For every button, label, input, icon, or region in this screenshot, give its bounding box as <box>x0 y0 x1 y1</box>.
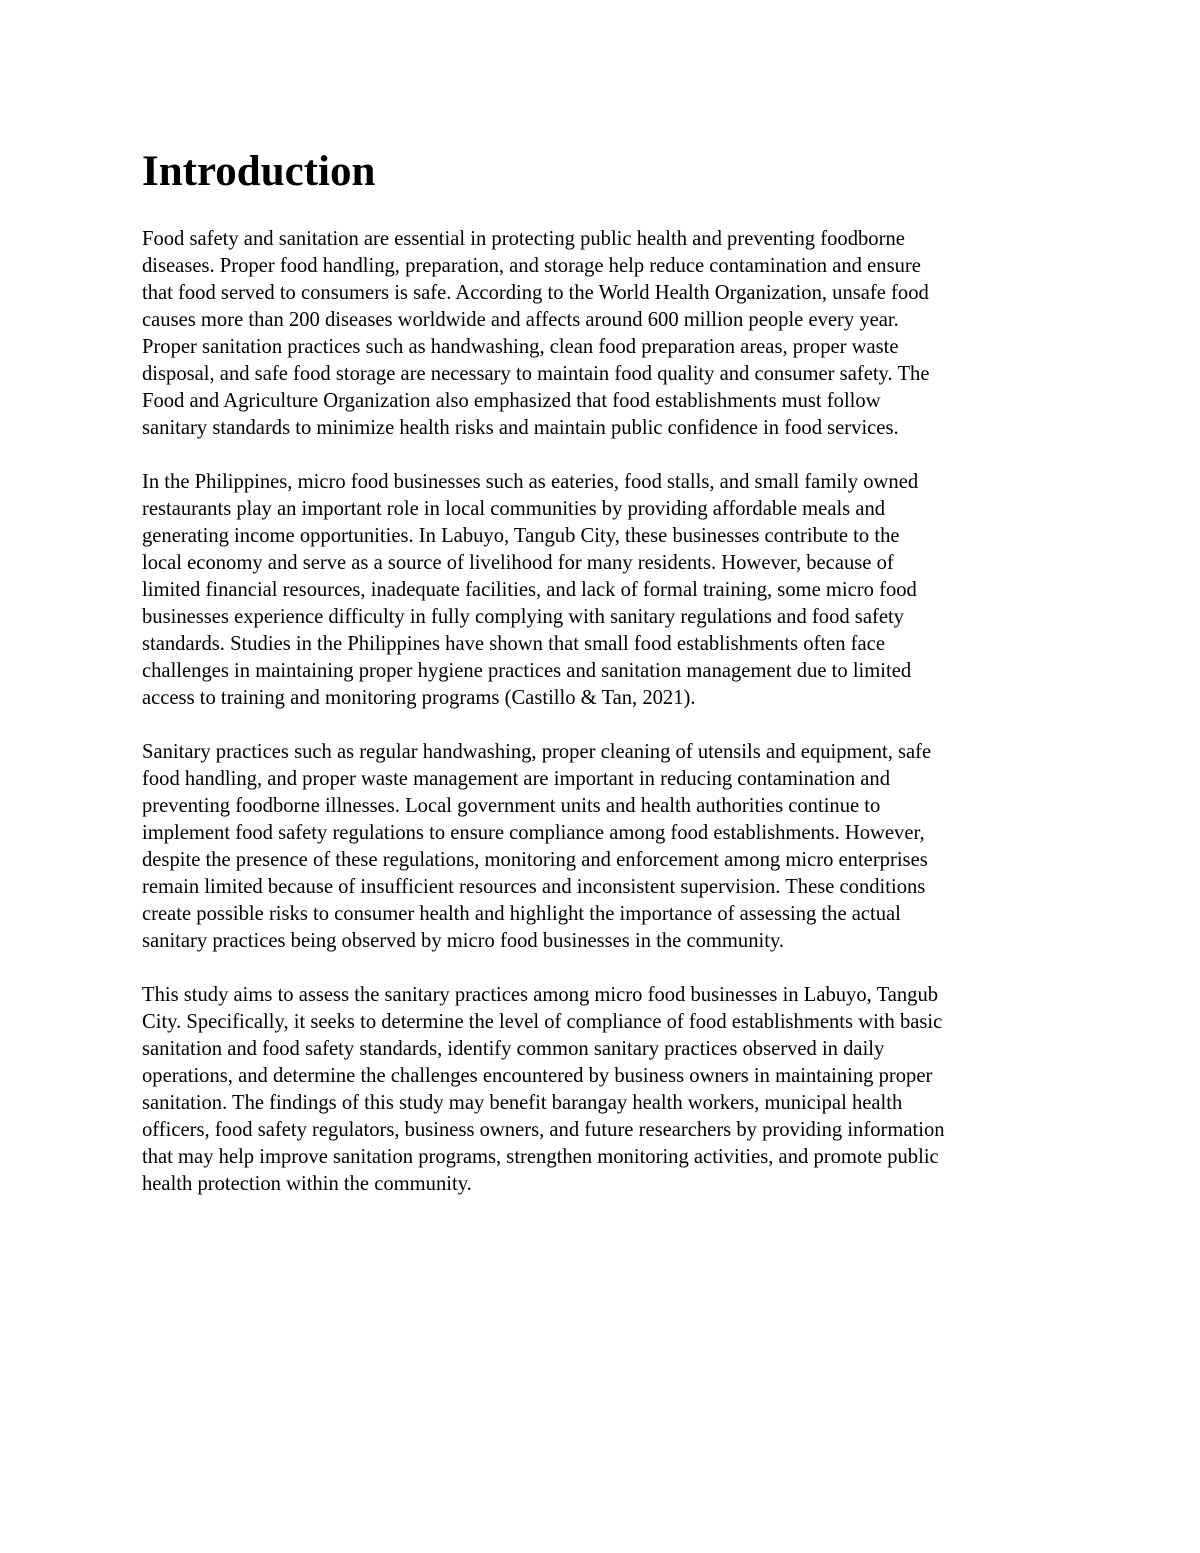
text-line: disposal, and safe food storage are necessary to maintain food quality and consumer safety. The <box>142 363 930 385</box>
page-title: Introduction <box>142 148 376 195</box>
text-line: create possible risks to consumer health and highlight the importance of assessing the actual <box>142 903 901 925</box>
text-line: In the Philippines, micro food businesses such as eateries, food stalls, and small family owned <box>142 471 919 493</box>
text-line: officers, food safety regulators, business owners, and future researchers by providing information <box>142 1119 945 1141</box>
document-content <box>142 142 1062 1225</box>
text-line: Proper sanitation practices such as handwashing, clean food preparation areas, proper waste <box>142 336 899 358</box>
text-line: standards. Studies in the Philippines have shown that small food establishments often face <box>142 633 885 655</box>
text-line: operations, and determine the challenges encountered by business owners in maintaining proper <box>142 1065 933 1087</box>
text-line: health protection within the community. <box>142 1173 472 1195</box>
text-line: Food safety and sanitation are essential in protecting public health and preventing foodborne <box>142 228 905 250</box>
text-line: food handling, and proper waste management are important in reducing contamination and <box>142 768 891 790</box>
text-line: restaurants play an important role in local communities by providing affordable meals and <box>142 498 886 520</box>
text-line: local economy and serve as a source of livelihood for many residents. However, because of <box>142 552 894 574</box>
text-line: Food and Agriculture Organization also emphasized that food establishments must follow <box>142 390 881 412</box>
text-line: businesses experience difficulty in fully complying with sanitary regulations and food safety <box>142 606 904 628</box>
text-line: challenges in maintaining proper hygiene practices and sanitation management due to limited <box>142 660 912 682</box>
text-line: sanitary practices being observed by micro food businesses in the community. <box>142 930 785 952</box>
text-line: limited financial resources, inadequate facilities, and lack of formal training, some micro food <box>142 579 917 601</box>
paragraph-4 <box>142 982 1062 1198</box>
text-line: implement food safety regulations to ensure compliance among food establishments. However, <box>142 822 925 844</box>
text-line: diseases. Proper food handling, preparation, and storage help reduce contamination and ensure <box>142 255 921 277</box>
text-line: Sanitary practices such as regular handwashing, proper cleaning of utensils and equipment, safe <box>142 741 932 763</box>
text-line: remain limited because of insufficient resources and inconsistent supervision. These conditions <box>142 876 926 898</box>
text-line: that food served to consumers is safe. According to the World Health Organization, unsafe food <box>142 282 929 304</box>
text-line: despite the presence of these regulations, monitoring and enforcement among micro enterprises <box>142 849 928 871</box>
text-line: generating income opportunities. In Labuyo, Tangub City, these businesses contribute to the <box>142 525 900 547</box>
text-line: access to training and monitoring programs (Castillo & Tan, 2021). <box>142 687 696 709</box>
text-line: sanitation. The findings of this study may benefit barangay health workers, municipal health <box>142 1092 903 1114</box>
text-line: causes more than 200 diseases worldwide and affects around 600 million people every year. <box>142 309 899 331</box>
text-line: This study aims to assess the sanitary practices among micro food businesses in Labuyo, Tangub <box>142 984 939 1006</box>
paragraph-2 <box>142 469 1062 712</box>
paragraph-1 <box>142 226 1062 442</box>
text-line: preventing foodborne illnesses. Local government units and health authorities continue to <box>142 795 881 817</box>
text-line: sanitation and food safety standards, identify common sanitary practices observed in daily <box>142 1038 885 1060</box>
text-line: sanitary standards to minimize health risks and maintain public confidence in food services. <box>142 417 899 439</box>
text-line: that may help improve sanitation programs, strengthen monitoring activities, and promote public <box>142 1146 939 1168</box>
body-text <box>142 226 1062 1198</box>
text-line: City. Specifically, it seeks to determine the level of compliance of food establishments with basic <box>142 1011 943 1033</box>
paragraph-3 <box>142 739 1062 955</box>
